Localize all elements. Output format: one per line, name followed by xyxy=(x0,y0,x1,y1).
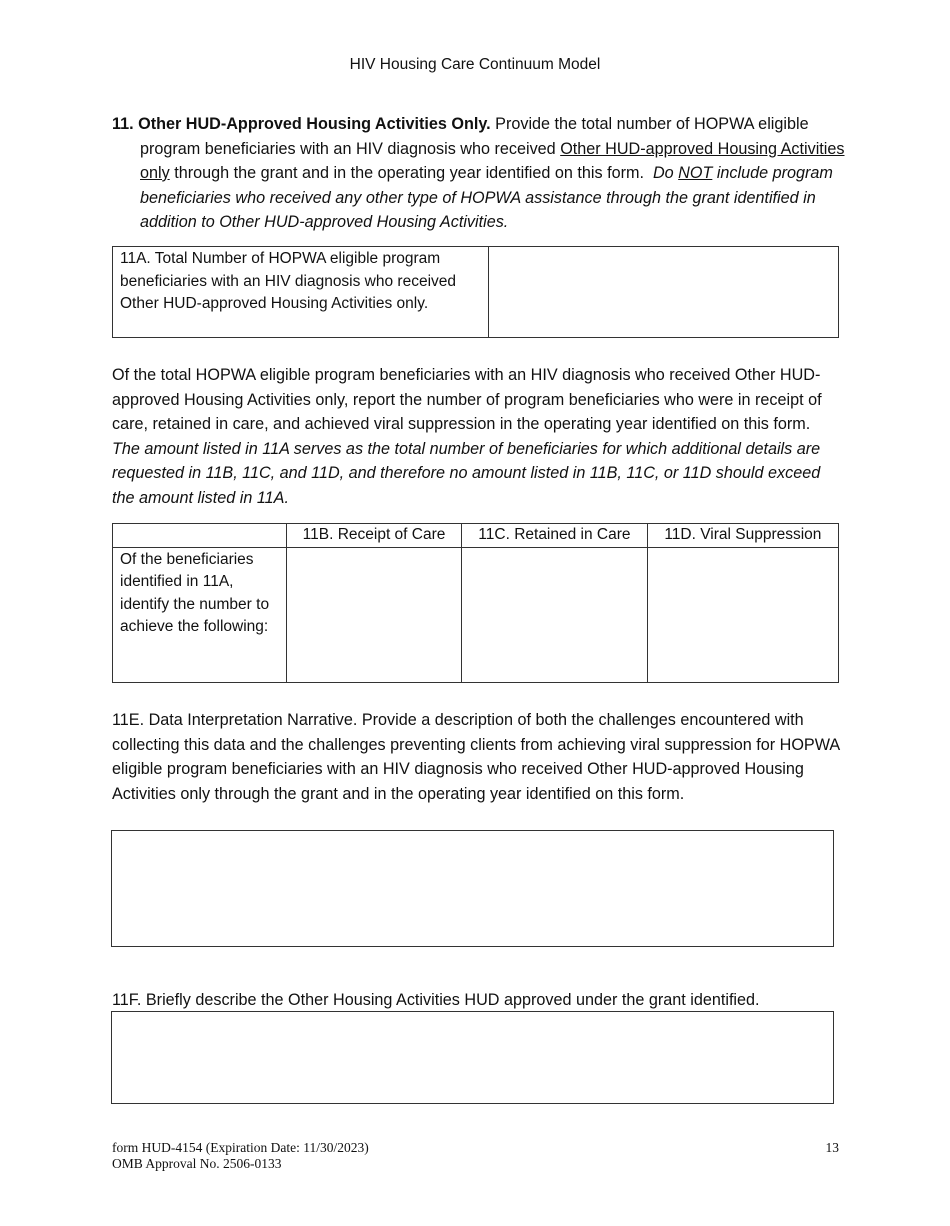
table-header-row xyxy=(113,524,839,548)
q11a-input[interactable] xyxy=(489,247,839,338)
form-number: form HUD-4154 (Expiration Date: 11/30/2023) xyxy=(112,1140,369,1155)
intro-text-2: through the grant and in the operating year identified on this form. xyxy=(169,164,644,182)
intro-italic-1: Do xyxy=(652,164,679,182)
q11d-input[interactable] xyxy=(647,547,838,682)
table-11a xyxy=(112,246,839,338)
section-11-intro xyxy=(112,112,870,235)
q11f-description-box[interactable] xyxy=(111,1011,834,1104)
paragraph-11-instructions xyxy=(112,363,842,510)
intro-underlined: Other HUD-approved Housing Activities only xyxy=(140,139,845,182)
q11e-prompt: 11E. Data Interpretation Narrative. Provide a description of both the challenges encountered with collecting this data and the challenges preventing clients from achieving viral suppression for HOPWA eligible program beneficiaries with an HIV diagnosis who received Other HUD-approved Housing Activities only through the grant and in the operating year identified on this form. xyxy=(112,711,840,803)
section-number: 11. xyxy=(112,115,134,133)
intro-text-1: Provide the total number of HOPWA eligible program beneficiaries with an HIV diagnosis who received xyxy=(140,115,809,158)
table-11b-11d xyxy=(112,523,839,683)
header-11b: 11B. Receipt of Care xyxy=(287,524,462,548)
para2-text: Of the total HOPWA eligible program beneficiaries with an HIV diagnosis who received Other HUD-approved Housing Activities only, report the number of program beneficiaries who were in receipt of care, retained in care, and achieved viral suppression in the operating year identified on this form. xyxy=(112,366,822,433)
page-number: 13 xyxy=(825,1140,839,1155)
header-11c: 11C. Retained in Care xyxy=(462,524,648,548)
table-row xyxy=(113,547,839,682)
intro-italic-2: include program beneficiaries who received any other type of HOPWA assistance through the grant identified in addition to Other HUD-approved Housing Activities. xyxy=(140,164,833,231)
header-11d: 11D. Viral Suppression xyxy=(647,524,838,548)
page-header: HIV Housing Care Continuum Model xyxy=(349,56,601,73)
q11b-input[interactable] xyxy=(287,547,462,682)
q11a-label: 11A. Total Number of HOPWA eligible program beneficiaries with an HIV diagnosis who received Other HUD-approved Housing Activities only. xyxy=(113,247,489,338)
para2-italic: The amount listed in 11A serves as the total number of beneficiaries for which additional details are requested in 11B, 11C, and 11D, and therefore no amount listed in 11B, 11C, or 11D should exceed the amount listed in 11A. xyxy=(112,439,821,507)
row-label: Of the beneficiaries identified in 11A, identify the number to achieve the following: xyxy=(113,547,287,682)
omb-approval: OMB Approval No. 2506-0133 xyxy=(112,1156,282,1171)
page-footer xyxy=(112,1140,839,1172)
q11c-input[interactable] xyxy=(462,547,648,682)
q11f-prompt: 11F. Briefly describe the Other Housing Activities HUD approved under the grant identified. xyxy=(112,991,760,1009)
q11e-narrative-box[interactable] xyxy=(111,830,834,947)
intro-italic-not: NOT xyxy=(678,164,713,182)
header-blank xyxy=(113,524,287,548)
section-heading: Other HUD-Approved Housing Activities Only. xyxy=(138,115,491,133)
